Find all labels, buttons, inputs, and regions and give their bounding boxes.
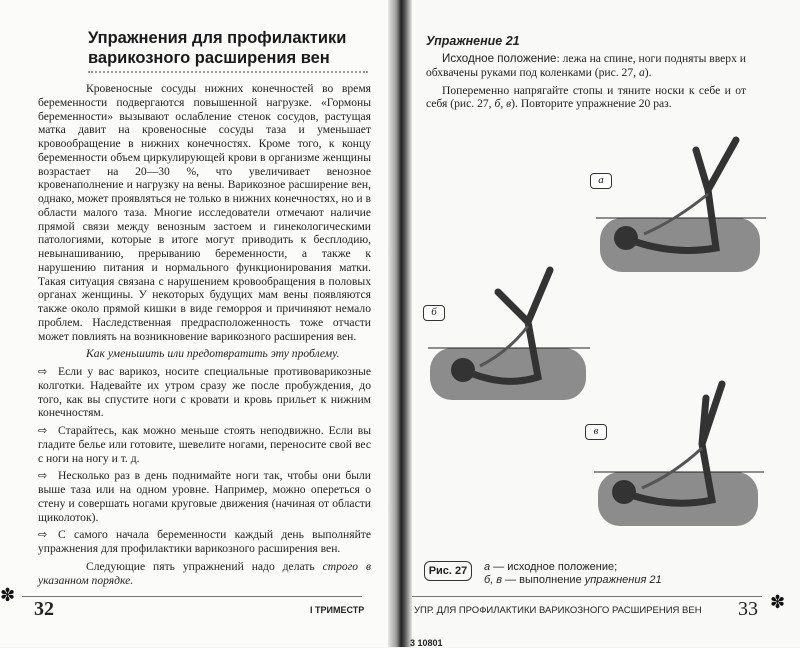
footer-divider — [22, 596, 362, 597]
arrow-right-icon: ⇨ — [38, 365, 48, 378]
section-label: I ТРИМЕСТР — [310, 605, 365, 615]
bullet-item: ⇨ Если у вас варикоз, носите специальные противоварикозные колготки. Надевайте их утром сразу же после пробуждения, до того, как вы спустите ноги с кровати и кровь прильет к нижним конечностям. — [38, 365, 371, 420]
exercise-text: Исходное положение: лежа на спине, ноги подняты вверх и обхвачены руками под коленками (рис. 27, а). Попеременно напрягайте стопы и тяните носки к себе и от себя (рис. 27, б, в). Повторите упражнение 20 раз. — [426, 52, 746, 111]
subheading: Как уменьшить или предотвратить эту проблему. — [86, 347, 340, 361]
figure-caption: а — исходное положение; б, в — выполнение упражнения 21 — [484, 561, 662, 586]
title-divider — [88, 71, 368, 73]
figure-c-illustration — [594, 378, 764, 528]
left-page — [0, 0, 394, 647]
figure-caption-label: Рис. 27 — [424, 561, 472, 581]
arrow-right-icon: ⇨ — [38, 528, 48, 542]
figure-b-illustration — [428, 262, 590, 402]
print-code: 3 10801 — [410, 638, 443, 648]
flower-ornament-icon: ✽ — [0, 585, 16, 606]
flower-ornament-icon: ✽ — [770, 592, 786, 613]
arrow-right-icon: ⇨ — [38, 469, 48, 483]
figure-label-b: б — [423, 305, 445, 321]
arrow-right-icon: ⇨ — [38, 424, 48, 437]
closing-paragraph: Следующие пять упражнений надо делать строго в указанном порядке. — [38, 559, 371, 587]
bullet-item: ⇨ С самого начала беременности каждый день выполняйте упражнения для профилактики варикозного расширения вен. — [38, 528, 371, 555]
page-title: Упражнения для профилактики варикозного расширения вен — [88, 29, 347, 67]
page-number: 32 — [34, 598, 54, 620]
figure-a-illustration — [596, 130, 766, 275]
running-footer: УПР. ДЛЯ ПРОФИЛАКТИКИ ВАРИКОЗНОГО РАСШИРЕНИЯ ВЕН — [414, 605, 702, 616]
page-number: 33 — [738, 598, 758, 620]
intro-paragraph: Кровеносные сосуды нижних конечностей во время беременности подвергаются повышенной нагрузке. «Гормоны беременности» вызывают ослабление стенок сосудов, растущая матка давит на кровеносные сосуды таза и уменьшает кровообращение в нижних конечностях. Кроме того, к концу беременности объем циркулирующей крови в организме женщины возрастает на 20—30 %, что увеличивает венозное кровенаполнение и нагрузку на вены. Варикозное расширение вен, однако, может проявляться не только в нижних конечностях, но и в области малого таза. Многие исследователи отмечают наличие прямой связи между венозным застоем и гинекологическими патологиями, которые в итоге могут приводить к бесплодию, невынашиванию, прерыванию беременности, а также к нарушению питания и нормального функционирования матки. Такая ситуация связана с нарушением кровообращения в половых органах женщины. У некоторых будущих мам вены появляются также около прямой кишки в виде геморроя и причиняют немало проблем. Наследственная предрасположенность тоже отчасти может повлиять на возникновение варикозного расширения вен. — [38, 82, 371, 343]
exercise-title: Упражнение 21 — [426, 34, 520, 48]
left-body — [38, 82, 371, 587]
figure-label-c: в — [585, 424, 607, 440]
footer-divider — [412, 596, 762, 597]
figure-label-a: а — [590, 173, 612, 189]
bullet-item: ⇨ Несколько раз в день поднимайте ноги так, чтобы они были выше таза или на одном уровне. Например, можно опереться о стену и совершать ногами круговые движения (начиная от области щиколоток). — [38, 469, 371, 524]
bullet-item: ⇨ Старайтесь, как можно меньше стоять неподвижно. Если вы гладите белье или готовите, шевелите ногами, переносите свой вес с ноги на ногу и т. д. — [38, 424, 371, 465]
book-gutter — [388, 0, 412, 647]
